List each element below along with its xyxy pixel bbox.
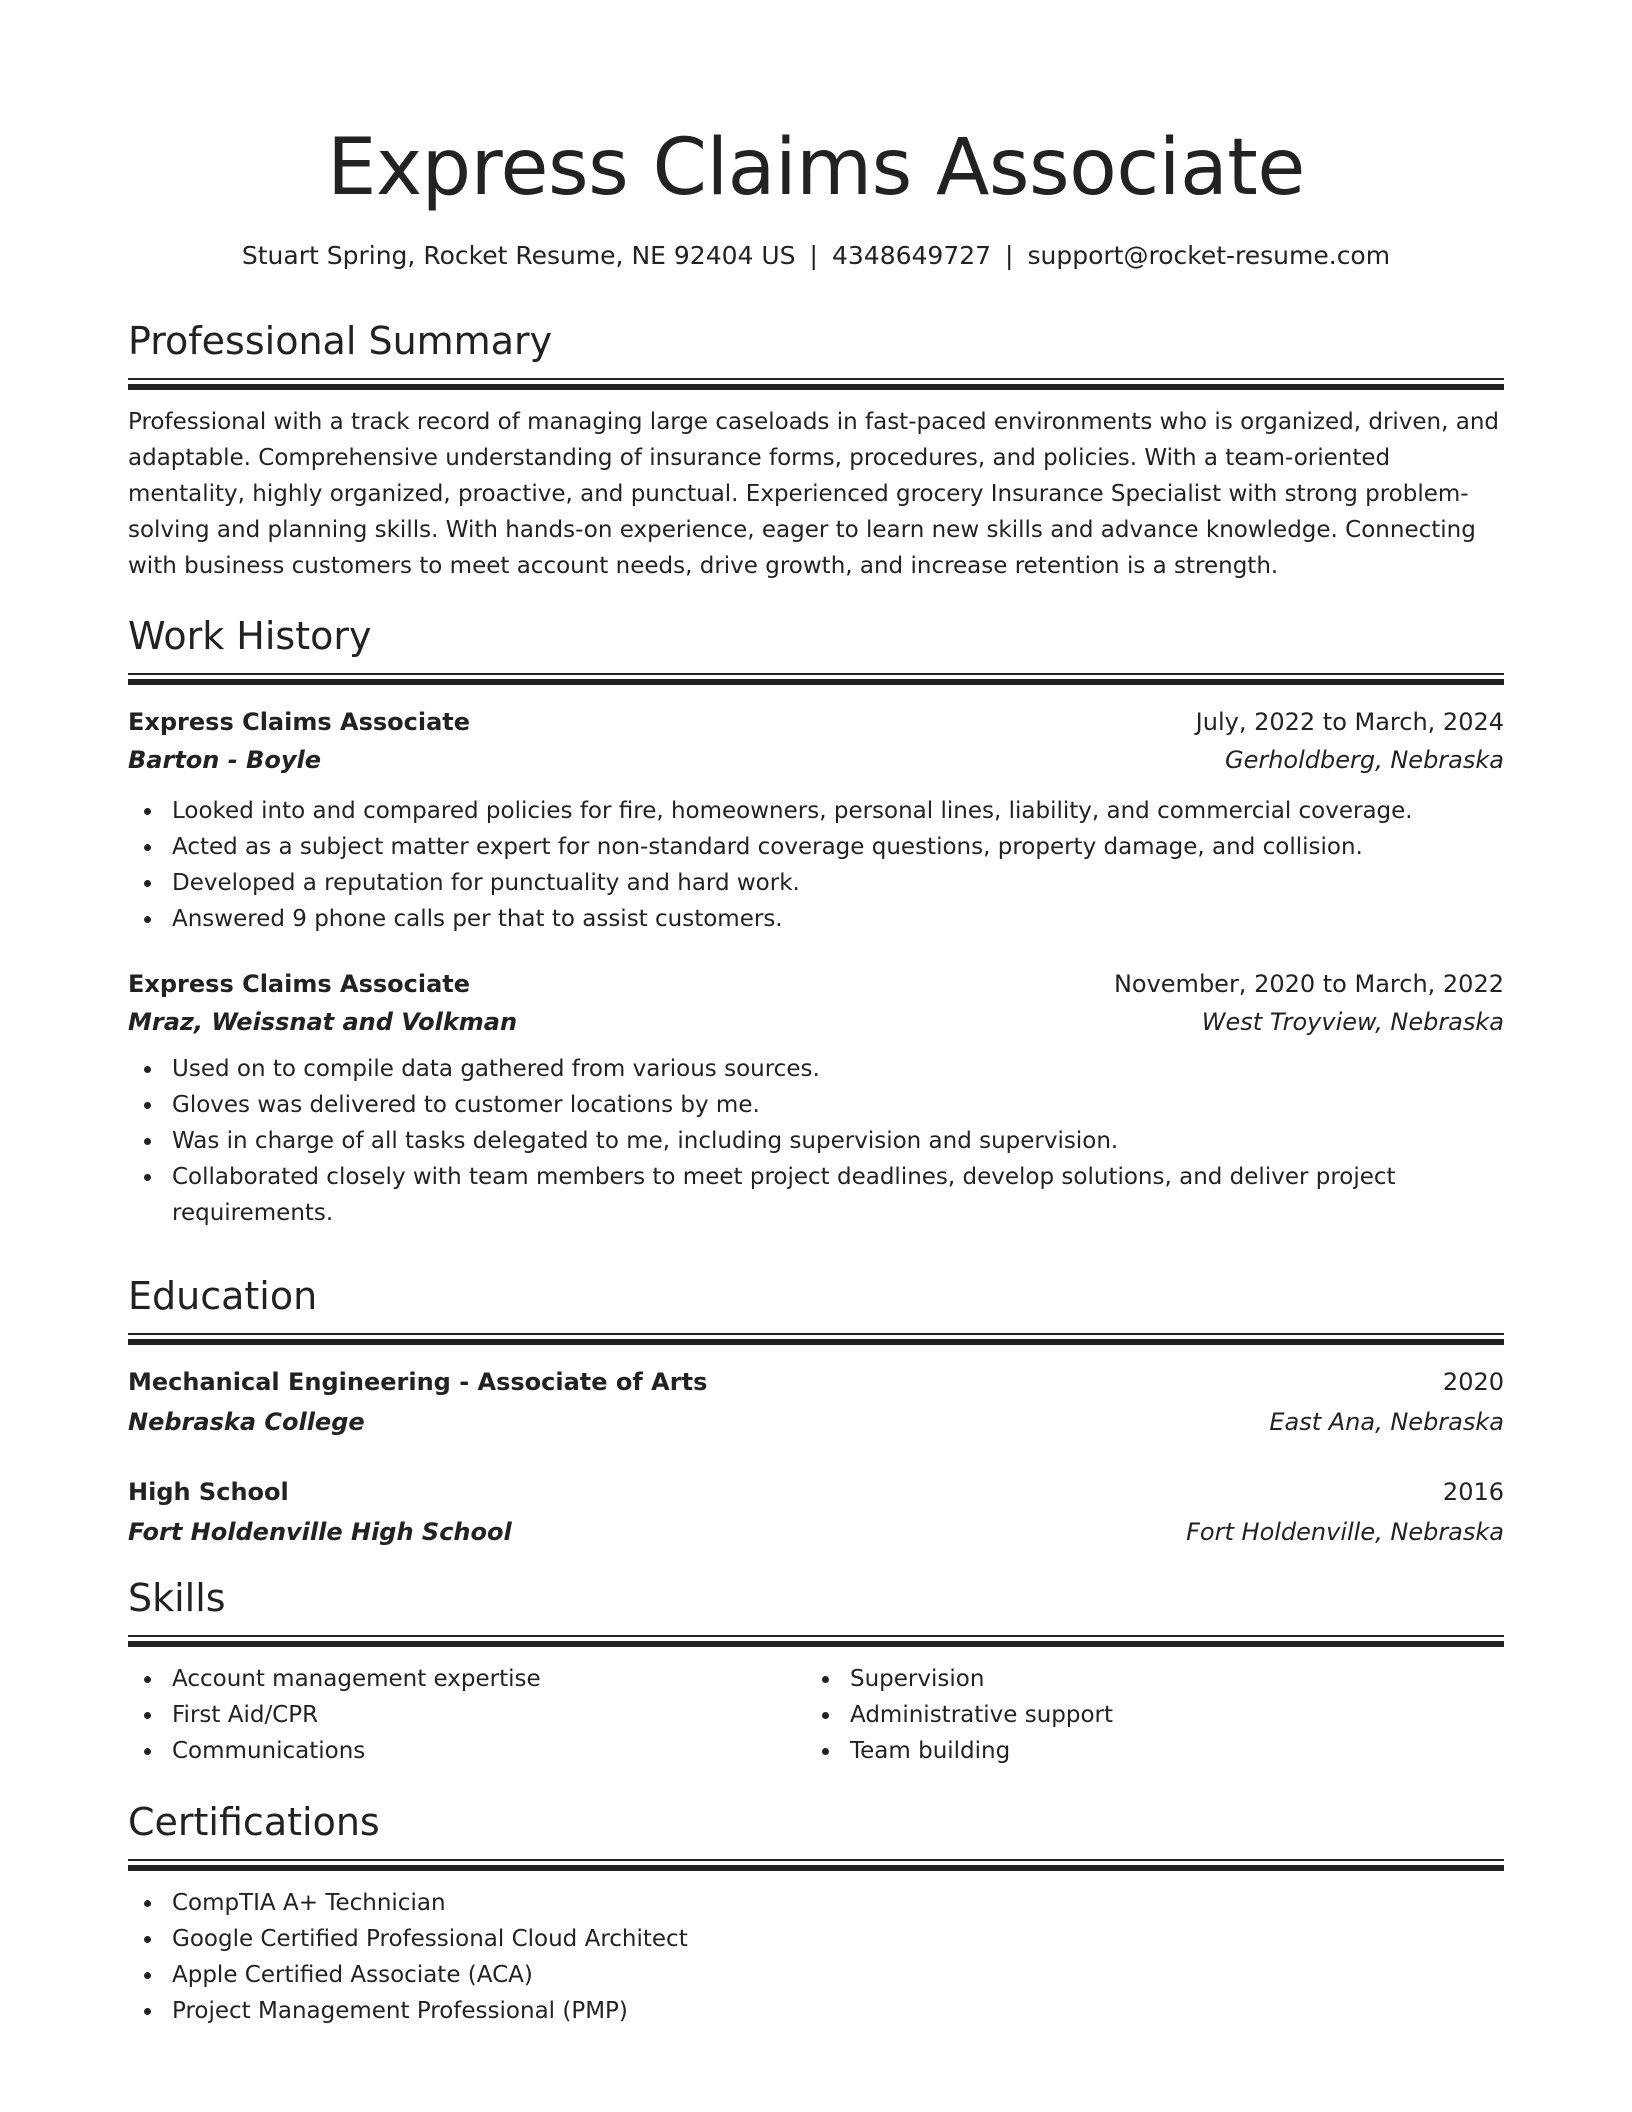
contact-separator: | [1005,241,1014,270]
section-rule [128,679,1504,685]
list-item: Apple Certified Associate (ACA) [128,1957,1504,1993]
job-dates: November, 2020 to March, 2022 [1113,970,1504,998]
list-item: Gloves was delivered to customer locations by me. [128,1087,1504,1123]
skills-list-right [806,1661,1484,1769]
list-item: CompTIA A+ Technician [128,1885,1504,1921]
list-item: Answered 9 phone calls per that to assist customers. [128,901,1504,937]
section-rule [128,1635,1504,1637]
contact-phone: 4348649727 [831,241,992,270]
education-entry [128,1363,1504,1441]
list-item: Project Management Professional (PMP) [128,1993,1504,2029]
section-rule [128,1865,1504,1871]
section-rule [128,1859,1504,1861]
section-rule [128,1333,1504,1335]
list-item: First Aid/CPR [128,1697,806,1733]
education-degree: Mechanical Engineering - Associate of Arts [128,1368,708,1396]
list-item: Administrative support [806,1697,1484,1733]
contact-line [128,238,1504,274]
job-dates: July, 2022 to March, 2024 [1195,708,1504,736]
section-heading-work: Work History [128,614,372,658]
education-year: 2020 [1442,1368,1504,1396]
section-rule [128,378,1504,380]
list-item: Looked into and compared policies for fire, homeowners, personal lines, liability, and commercial coverage. [128,793,1504,829]
education-section [128,1271,1504,1345]
certifications-section [128,1797,1504,2029]
education-location: Fort Holdenville, Nebraska [1186,1518,1504,1546]
education-school: Fort Holdenville High School [128,1518,512,1546]
section-rule [128,1339,1504,1345]
job-title: Express Claims Associate [128,708,471,736]
job-bullets [128,1051,1504,1231]
section-heading-certifications: Certifications [128,1800,380,1844]
education-year: 2016 [1442,1478,1504,1506]
education-location: East Ana, Nebraska [1269,1408,1504,1436]
list-item: Acted as a subject matter expert for non-standard coverage questions, property damage, and collision. [128,829,1504,865]
job-company: Mraz, Weissnat and Volkman [128,1008,518,1036]
list-item: Collaborated closely with team members to meet project deadlines, develop solutions, and deliver project requirements. [128,1159,1504,1231]
skills-list-left [128,1661,806,1769]
section-heading-summary: Professional Summary [128,319,553,363]
section-heading-skills: Skills [128,1576,226,1620]
list-item: Used on to compile data gathered from various sources. [128,1051,1504,1087]
contact-address: Stuart Spring, Rocket Resume, NE 92404 US [241,241,796,270]
job-location: Gerholdberg, Nebraska [1224,746,1504,774]
certifications-list [128,1885,1504,2029]
list-item: Team building [806,1733,1484,1769]
job-location: West Troyview, Nebraska [1201,1008,1504,1036]
job-entry [128,703,1504,937]
education-entry [128,1473,1504,1551]
list-item: Google Certified Professional Cloud Architect [128,1921,1504,1957]
work-section [128,611,1504,685]
job-company: Barton - Boyle [128,746,321,774]
list-item: Developed a reputation for punctuality and hard work. [128,865,1504,901]
list-item: Communications [128,1733,806,1769]
resume-title: Express Claims Associate [327,123,1305,213]
skills-section [128,1573,1504,1769]
section-rule [128,673,1504,675]
job-bullets [128,793,1504,937]
summary-section [128,316,1504,584]
list-item: Account management expertise [128,1661,806,1697]
job-entry [128,965,1504,1231]
contact-separator: | [809,241,818,270]
list-item: Was in charge of all tasks delegated to me, including supervision and supervision. [128,1123,1504,1159]
education-school: Nebraska College [128,1408,365,1436]
job-title: Express Claims Associate [128,970,471,998]
summary-text: Professional with a track record of managing large caseloads in fast-paced environments who is organized, driven, and adaptable. Comprehensive understanding of insurance forms, procedures, and policies. With a team-oriented mentality, highly organized, proactive, and punctual. Experienced grocery Insurance Specialist with strong problem-solving and planning skills. With hands-on experience, eager to learn new skills and advance knowledge. Connecting with business customers to meet account needs, drive growth, and increase retention is a strength. [128,409,1500,579]
section-heading-education: Education [128,1274,318,1318]
education-degree: High School [128,1478,289,1506]
section-rule [128,384,1504,390]
list-item: Supervision [806,1661,1484,1697]
contact-email: support@rocket-resume.com [1027,241,1391,270]
section-rule [128,1641,1504,1647]
